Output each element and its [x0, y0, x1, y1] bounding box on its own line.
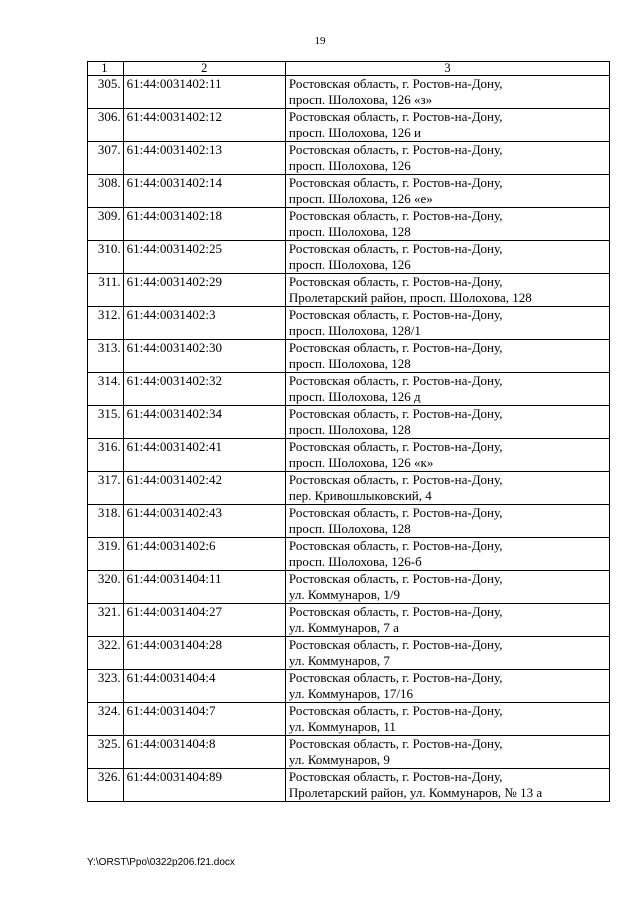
row-number: 318. — [88, 505, 124, 538]
row-number: 316. — [88, 439, 124, 472]
address-line-2: Пролетарский район, ул. Коммунаров, № 13 а — [288, 785, 543, 800]
address — [285, 406, 609, 439]
address-line-1: Ростовская область, г. Ростов-на-Дону, — [288, 241, 503, 256]
address-line-2: ул. Коммунаров, 7 а — [288, 620, 399, 635]
row-number: 324. — [88, 703, 124, 736]
row-number: 306. — [88, 109, 124, 142]
cadastral-number: 61:44:0031402:6 — [123, 538, 285, 571]
table-header-row — [88, 62, 610, 76]
cadastral-number: 61:44:0031402:41 — [123, 439, 285, 472]
address-line-1: Ростовская область, г. Ростов-на-Дону, — [288, 571, 503, 586]
address — [285, 208, 609, 241]
address-line-2: просп. Шолохова, 128/1 — [288, 323, 421, 338]
table-row — [88, 571, 610, 604]
address-line-2: просп. Шолохова, 128 — [288, 422, 411, 437]
address — [285, 505, 609, 538]
address — [285, 703, 609, 736]
address — [285, 175, 609, 208]
cadastral-number: 61:44:0031402:42 — [123, 472, 285, 505]
address-line-1: Ростовская область, г. Ростов-на-Дону, — [288, 307, 503, 322]
address-line-2: пер. Кривошлыковский, 4 — [288, 488, 432, 503]
row-number: 315. — [88, 406, 124, 439]
cadastral-number: 61:44:0031402:30 — [123, 340, 285, 373]
table-row — [88, 769, 610, 802]
address — [285, 340, 609, 373]
address-line-2: просп. Шолохова, 126-б — [288, 554, 422, 569]
address-line-1: Ростовская область, г. Ростов-на-Дону, — [288, 604, 503, 619]
address-line-1: Ростовская область, г. Ростов-на-Дону, — [288, 538, 503, 553]
address — [285, 670, 609, 703]
cadastral-number: 61:44:0031402:13 — [123, 142, 285, 175]
table-row — [88, 472, 610, 505]
address-line-1: Ростовская область, г. Ростов-на-Дону, — [288, 736, 503, 751]
table-row — [88, 505, 610, 538]
address-line-1: Ростовская область, г. Ростов-на-Дону, — [288, 769, 503, 784]
address-line-2: просп. Шолохова, 128 — [288, 356, 411, 371]
address-line-1: Ростовская область, г. Ростов-на-Дону, — [288, 703, 503, 718]
table-row — [88, 307, 610, 340]
address-line-1: Ростовская область, г. Ростов-на-Дону, — [288, 406, 503, 421]
row-number: 312. — [88, 307, 124, 340]
cadastral-number: 61:44:0031404:11 — [123, 571, 285, 604]
cadastral-number: 61:44:0031404:7 — [123, 703, 285, 736]
cadastral-number: 61:44:0031402:29 — [123, 274, 285, 307]
page-number: 19 — [314, 35, 326, 47]
header-col-3: 3 — [285, 62, 609, 76]
address — [285, 571, 609, 604]
table-row — [88, 439, 610, 472]
address-line-2: просп. Шолохова, 126 «е» — [288, 191, 433, 206]
address-line-2: просп. Шолохова, 126 «з» — [288, 92, 433, 107]
header-col-2: 2 — [123, 62, 285, 76]
address — [285, 373, 609, 406]
address-line-1: Ростовская область, г. Ростов-на-Дону, — [288, 109, 503, 124]
address-line-2: ул. Коммунаров, 1/9 — [288, 587, 401, 602]
cadastral-number: 61:44:0031404:4 — [123, 670, 285, 703]
address — [285, 76, 609, 109]
table-row — [88, 76, 610, 109]
table-row — [88, 538, 610, 571]
address-line-1: Ростовская область, г. Ростов-на-Дону, — [288, 340, 503, 355]
address — [285, 769, 609, 802]
row-number: 313. — [88, 340, 124, 373]
header-col-1: 1 — [88, 62, 124, 76]
address-line-2: просп. Шолохова, 126 — [288, 257, 411, 272]
table-row — [88, 736, 610, 769]
row-number: 311. — [88, 274, 124, 307]
table-row — [88, 109, 610, 142]
address-line-1: Ростовская область, г. Ростов-на-Дону, — [288, 373, 503, 388]
cadastral-number: 61:44:0031404:8 — [123, 736, 285, 769]
address-line-1: Ростовская область, г. Ростов-на-Дону, — [288, 274, 503, 289]
address — [285, 604, 609, 637]
table-row — [88, 241, 610, 274]
cadastral-number: 61:44:0031402:3 — [123, 307, 285, 340]
row-number: 307. — [88, 142, 124, 175]
row-number: 317. — [88, 472, 124, 505]
address-line-1: Ростовская область, г. Ростов-на-Дону, — [288, 439, 503, 454]
table-row — [88, 604, 610, 637]
address-line-1: Ростовская область, г. Ростов-на-Дону, — [288, 472, 503, 487]
cadastral-number: 61:44:0031402:43 — [123, 505, 285, 538]
address — [285, 307, 609, 340]
address-line-2: просп. Шолохова, 126 д — [288, 389, 421, 404]
table-row — [88, 637, 610, 670]
address-line-2: ул. Коммунаров, 11 — [288, 719, 396, 734]
table-row — [88, 208, 610, 241]
row-number: 309. — [88, 208, 124, 241]
row-number: 314. — [88, 373, 124, 406]
cadastral-number: 61:44:0031402:12 — [123, 109, 285, 142]
cadastral-table — [87, 61, 610, 802]
address-line-2: Пролетарский район, просп. Шолохова, 128 — [288, 290, 532, 305]
row-number: 323. — [88, 670, 124, 703]
address-line-1: Ростовская область, г. Ростов-на-Дону, — [288, 208, 503, 223]
address — [285, 736, 609, 769]
cadastral-number: 61:44:0031402:34 — [123, 406, 285, 439]
address-line-1: Ростовская область, г. Ростов-на-Дону, — [288, 505, 503, 520]
cadastral-number: 61:44:0031404:28 — [123, 637, 285, 670]
address-line-2: ул. Коммунаров, 17/16 — [288, 686, 414, 701]
address — [285, 538, 609, 571]
address-line-2: просп. Шолохова, 128 — [288, 224, 411, 239]
address — [285, 109, 609, 142]
address — [285, 274, 609, 307]
address-line-2: просп. Шолохова, 126 и — [288, 125, 421, 140]
table-row — [88, 340, 610, 373]
table-row — [88, 175, 610, 208]
table-row — [88, 703, 610, 736]
row-number: 321. — [88, 604, 124, 637]
row-number: 310. — [88, 241, 124, 274]
table-row — [88, 373, 610, 406]
address-line-2: просп. Шолохова, 126 «к» — [288, 455, 434, 470]
cadastral-number: 61:44:0031404:27 — [123, 604, 285, 637]
row-number: 320. — [88, 571, 124, 604]
row-number: 319. — [88, 538, 124, 571]
table-row — [88, 274, 610, 307]
address — [285, 637, 609, 670]
address — [285, 472, 609, 505]
address-line-1: Ростовская область, г. Ростов-на-Дону, — [288, 142, 503, 157]
table-row — [88, 142, 610, 175]
address-line-1: Ростовская область, г. Ростов-на-Дону, — [288, 76, 503, 91]
table-row — [88, 406, 610, 439]
address-line-2: просп. Шолохова, 126 — [288, 158, 411, 173]
address — [285, 241, 609, 274]
cadastral-number: 61:44:0031402:14 — [123, 175, 285, 208]
address — [285, 439, 609, 472]
row-number: 308. — [88, 175, 124, 208]
row-number: 326. — [88, 769, 124, 802]
footer-file-path: Y:\ORST\Ppo\0322p206.f21.docx — [87, 857, 235, 868]
address-line-1: Ростовская область, г. Ростов-на-Дону, — [288, 637, 503, 652]
cadastral-number: 61:44:0031402:25 — [123, 241, 285, 274]
address-line-2: ул. Коммунаров, 9 — [288, 752, 390, 767]
cadastral-number: 61:44:0031404:89 — [123, 769, 285, 802]
cadastral-number: 61:44:0031402:18 — [123, 208, 285, 241]
address-line-1: Ростовская область, г. Ростов-на-Дону, — [288, 670, 503, 685]
cadastral-number: 61:44:0031402:11 — [123, 76, 285, 109]
row-number: 322. — [88, 637, 124, 670]
cadastral-number: 61:44:0031402:32 — [123, 373, 285, 406]
address-line-2: ул. Коммунаров, 7 — [288, 653, 390, 668]
row-number: 325. — [88, 736, 124, 769]
table-row — [88, 670, 610, 703]
address-line-1: Ростовская область, г. Ростов-на-Дону, — [288, 175, 503, 190]
address-line-2: просп. Шолохова, 128 — [288, 521, 411, 536]
row-number: 305. — [88, 76, 124, 109]
address — [285, 142, 609, 175]
